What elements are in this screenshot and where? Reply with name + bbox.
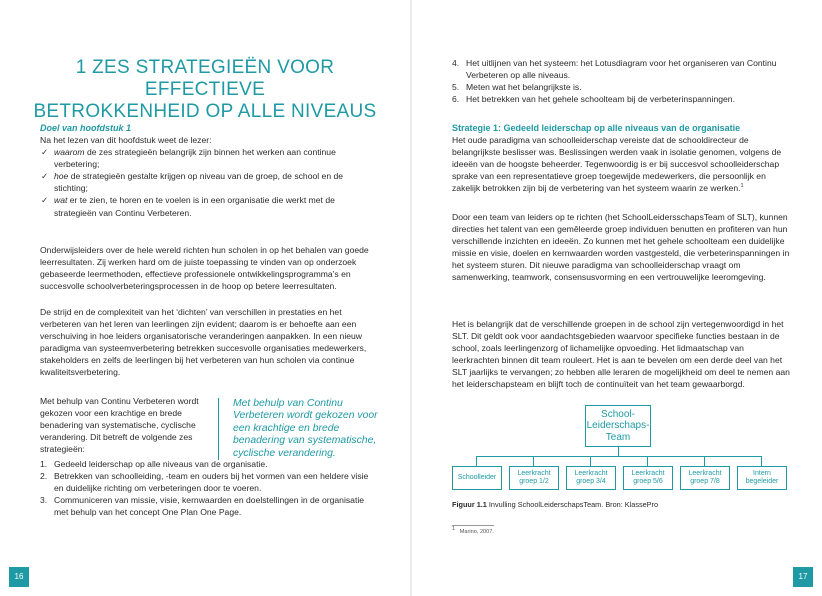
org-child-box: Leerkracht groep 7/8 — [680, 466, 730, 490]
list-item: 6. Het betrekken van het gehele schoolteam bij de verbeterinspanningen. — [452, 94, 735, 105]
figure-caption: Figuur 1.1 Invulling SchoolLeiderschapsTeam. Bron: KlassePro — [452, 500, 659, 509]
connector-line — [761, 456, 762, 466]
connector-line — [590, 456, 591, 466]
connector-line — [704, 456, 705, 466]
check-icon: ✓ — [41, 195, 49, 206]
org-child-box: Leerkracht groep 5/6 — [623, 466, 673, 490]
chapter-goals — [40, 122, 370, 219]
check-icon: ✓ — [41, 171, 49, 182]
goal-item: ✓ waarom de zes strategieën belangrijk zijn binnen het werken aan continue verbetering; — [41, 147, 336, 170]
pull-quote: Met behulp van Continu Verbeteren wordt gekozen voor een krachtige en brede benadering van systematische, cyclische verandering. — [218, 398, 378, 460]
org-child-box: Leerkracht groep 1/2 — [509, 466, 559, 490]
list-item: 4. Het uitlijnen van het systeem: het Lotusdiagram voor het organiseren van Continu Verbeteren op alle niveaus. — [452, 58, 777, 81]
goal-item: ✓ hoe de strategieën gestalte krijgen op niveau van de groep, de school en de stichting; — [41, 171, 344, 194]
list-item: 3. Communiceren van missie, visie, kernwaarden en doelstellingen in de organisatie met behulp van het concept One Plan One Page. — [40, 495, 365, 518]
paragraph: Onderwijsleiders over de hele wereld richten hun scholen in op het behalen van goede leerresultaten. Zij werken hard om de juiste toepassing te vinden van op onderzoek gebaseerde leermethoden, effectieve professionele ontwikkelingsprogramma’s en succesvolle schoolverbeteringsprocessen in de hoop op betere leerresultaten. — [40, 245, 369, 292]
org-child-box: Leerkracht groep 3/4 — [566, 466, 616, 490]
org-child-box: Intern begeleider — [737, 466, 787, 490]
goal-heading: Doel van hoofdstuk 1 — [40, 123, 132, 133]
footnote-reference: 1 — [740, 183, 744, 190]
chapter-title-line1: 1 ZES STRATEGIEËN VOOR EFFECTIEVE — [75, 57, 335, 100]
list-item: 5. Meten wat het belangrijkste is. — [452, 82, 582, 93]
paragraph: De strijd en de complexiteit van het ‘dichten’ van verschillen in prestaties en het verbeteren van het leren van leerlingen zijn evident; daarom is er behoefte aan een verschuiving in hoe leiders organisatorische veranderingen aanpakken. In een nieuw paradigma van systeemverbetering betrekken succesvolle organisaties medewerkers, stakeholders en zelfs de leerlingen bij het verbeteren van hun scholen via continue kwaliteitsverbetering. — [40, 307, 367, 378]
connector-line — [476, 456, 762, 457]
footnote-divider — [452, 525, 494, 526]
org-root-box: School- Leiderschaps- Team — [585, 405, 651, 447]
list-item: 1. Gedeeld leiderschap op alle niveaus van de organisatie. — [40, 459, 268, 469]
list-item: 2. Betrekken van schoolleiding, -team en ouders bij het vormen van een heldere visie en duidelijke richting om verbeteringen door te voeren. — [40, 471, 369, 494]
right-page — [412, 0, 822, 596]
left-page — [0, 0, 410, 596]
goal-list — [40, 146, 370, 219]
chapter-title — [20, 57, 390, 123]
page-number: 17 — [793, 567, 813, 587]
check-icon: ✓ — [41, 147, 49, 158]
connector-line — [476, 456, 477, 466]
page-number: 16 — [9, 567, 29, 587]
paragraph: Met behulp van Continu Verbeteren wordt gekozen voor een krachtige en brede benadering van systematische, cyclische verandering. Dit betreft de volgende zes strategieën: — [40, 396, 199, 455]
connector-line — [618, 447, 619, 456]
org-child-box: Schoolleider — [452, 466, 502, 490]
paragraph: Het oude paradigma van schoolleiderschap vereiste dat de schooldirecteur de belangrijkste beslisser was. Beslissingen werden vaak in isolatie genomen, volgens de ideeën van de hoogste beheerder. Tegenwoordig is er bij succesvol schoolleiderschap sprake van een representatieve groep toegewijde medewerkers, die persoonlijk en zakelijk betrokken zijn bij de verbetering van het systeem waarin ze werken.$^1$ — [452, 135, 782, 194]
paragraph: Het is belangrijk dat de verschillende groepen in de school zijn vertegenwoordigd in het SLT. Dit geldt ook voor aandachtsgebieden waarvoor specifieke functies bestaan in de school, zoals leerlingenzorg of lichamelijke opvoeding. Het lidmaatschap van leerkrachten binnen dit team rouleert. Het is aan te bevelen om een derde deel van het SLT jaarlijks te vervangen; zo hebben alle leraren de mogelijkheid om deel te nemen aan het leiderschapsteam en blijft toch de continuïteit van het team gewaarborgd. — [452, 319, 790, 390]
section-heading: Strategie 1: Gedeeld leiderschap op alle niveaus van de organisatie — [452, 123, 741, 133]
paragraph: Door een team van leiders op te richten (het SchoolLeidersschapsTeam of SLT), kunnen directies het talent van een gemêleerde groep individuen benutten en profiteren van hun verschillende inzichten en ideeën. Zo kunnen met het gehele schoolteam een duidelijke missie en visie, doelen en kernwaarden worden vastgesteld, die verbeterinspanningen in het systeem sturen. Dit nieuwe paradigma van schoolleiderschap vraagt om samenwerking, teamwork, consensusvorming en een vertrouwelijke leeromgeving. — [452, 212, 790, 283]
chapter-title-line2: BETROKKENHEID OP ALLE NIVEAUS — [33, 101, 377, 122]
strategy-list — [40, 458, 370, 518]
strategy-list-continued — [452, 57, 787, 105]
connector-line — [533, 456, 534, 466]
goal-item: ✓ wat er te zien, te horen en te voelen is in een organisatie die werkt met de strategieën van Continu Verbeteren. — [41, 195, 335, 218]
connector-line — [647, 456, 648, 466]
goal-intro: Na het lezen van dit hoofdstuk weet de lezer: — [40, 135, 212, 145]
footnote: $^1$ Marino, 2007. — [452, 526, 494, 535]
